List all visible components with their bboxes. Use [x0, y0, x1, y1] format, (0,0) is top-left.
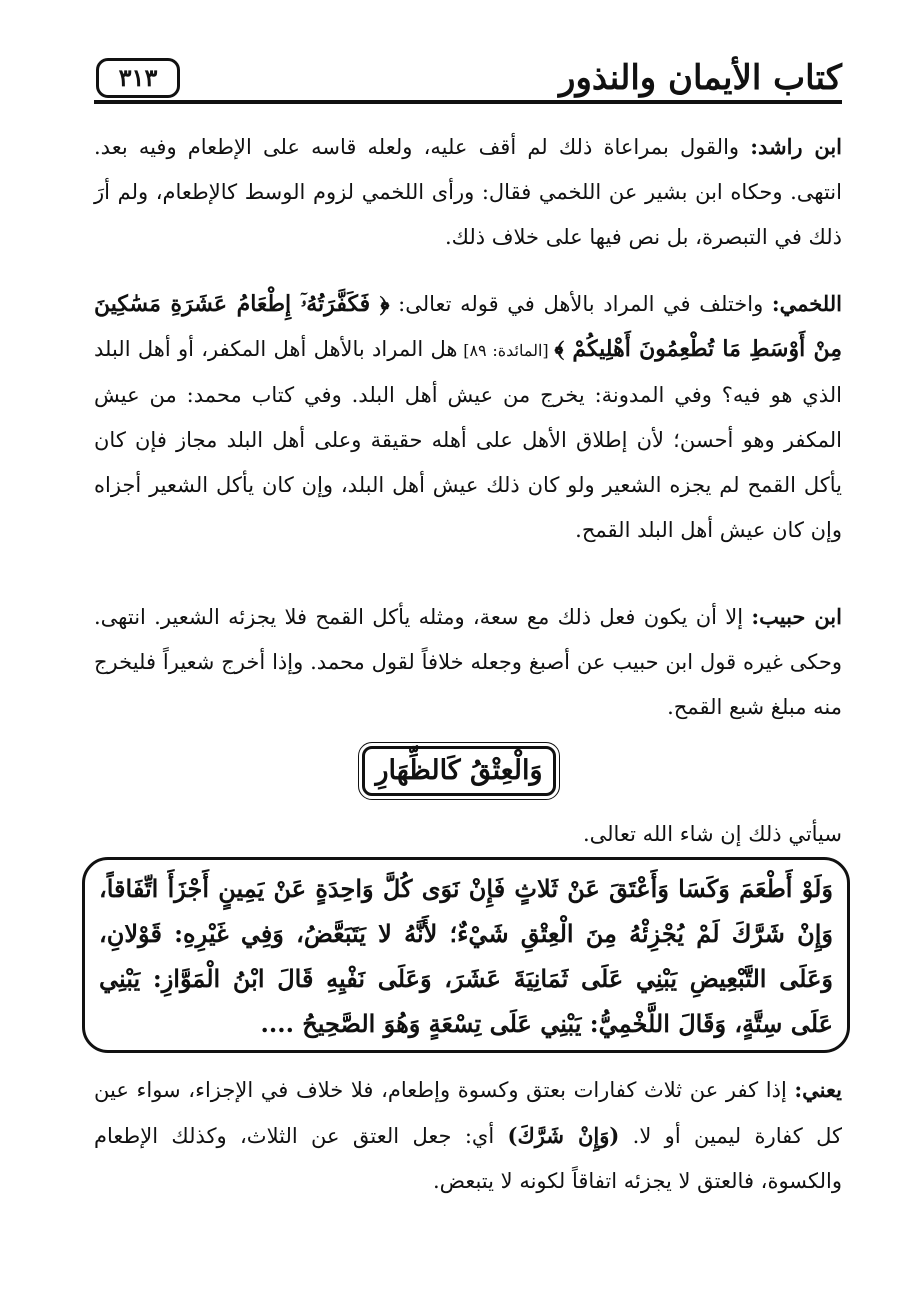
- paragraph-text: أي: جعل العتق عن الثلاث، وكذلك الإطعام والكسوة، فالعتق لا يجزئه اتفاقاً لكونه لا يتبعض.: [94, 1124, 842, 1193]
- speaker-label: ابن راشد:: [750, 134, 843, 159]
- quran-verse: ﴿ فَكَفَّرَتُهُۥٓ إِطْعَامُ عَشَرَةِ مَسَٰكِينَ مِنْ أَوْسَطِ مَا تُطْعِمُونَ أَهْلِيكُمْ ﴾: [94, 291, 843, 362]
- speaker-label: يعني:: [794, 1077, 842, 1102]
- paragraph-text: واختلف في المراد بالأهل في قوله تعالى:: [389, 292, 772, 316]
- book-title: كتاب الأيمان والنذور: [559, 58, 842, 98]
- speaker-label: اللخمي:: [771, 291, 842, 316]
- paragraph-text: إذا كفر عن ثلاث كفارات بعتق وكسوة وإطعام، فلا خلاف في الإجزاء، سواء عين كل كفارة ليمين أو لا.: [94, 1078, 842, 1148]
- paragraph-text: إلا أن يكون فعل ذلك مع سعة، ومثله يأكل القمح فلا يجزئه الشعير. انتهى. وحكى غيره قول ابن حبيب عن أصبغ وجعله خلافاً لقول محمد. وإذا أخرج شعيراً فليخرج منه مبلغ شبع القمح.: [94, 605, 842, 719]
- page-number-badge: ٣١٣: [96, 58, 180, 98]
- verse-reference: [المائدة: ٨٩]: [457, 341, 555, 360]
- paragraph-lakhmi: [94, 281, 842, 553]
- matn-text-box: [82, 857, 850, 1053]
- page-header: [94, 56, 842, 104]
- matn-text: وَلَوْ أَطْعَمَ وَكَسَا وَأَعْتَقَ عَنْ ثَلاثٍ فَإِنْ نَوَى كُلَّ وَاحِدَةٍ عَنْ يَمِينٍ أَجْزَأَ اتِّفَاقاً، وَإِنْ شَرَّكَ لَمْ يُجْزِئْهُ مِنَ الْعِتْقِ شَيْءٌ؛ لأَنَّهُ لا يَتَبَعَّضُ، وَفِي غَيْرِهِ: قَوْلانِ، وَعَلَى التَّبْعِيضِ يَبْنِي عَلَى ثَمَانِيَةَ عَشَرَ، وَعَلَى نَفْيِهِ قَالَ ابْنُ الْمَوَّازِ: يَبْنِي عَلَى سِتَّةٍ، وَقَالَ اللَّخْمِيُّ: يَبْنِي عَلَى تِسْعَةٍ وَهُوَ الصَّحِيحُ ....: [99, 874, 833, 1038]
- paragraph-ibn-rashid: [94, 124, 842, 260]
- quoted-phrase: (وَإِنْ شَرَّكَ): [507, 1123, 620, 1148]
- paragraph-ibn-habib: [94, 594, 842, 730]
- paragraph-text: والقول بمراعاة ذلك لم أقف عليه، ولعله قاسه على الإطعام وفيه بعد. انتهى. وحكاه ابن بشير عن اللخمي فقال: ورأى اللخمي لزوم الوسط كالإطعام، ولم أرَ ذلك في التبصرة، بل نص فيها على خلاف ذلك.: [94, 135, 842, 249]
- paragraph-text: هل المراد بالأهل أهل المكفر، أو أهل البلد الذي هو فيه؟ وفي المدونة: يخرج من عيش أهل البلد. وفي كتاب محمد: من عيش المكفر وهو أحسن؛ لأن إطلاق الأهل على أهله حقيقة وعلى أهل البلد مجاز فإن كان يأكل القمح لم يجزه الشعير ولو كان ذلك عيش أهل البلد، وإن كان يأكل الشعير أجزاه وإن كان عيش أهل البلد القمح.: [94, 337, 842, 542]
- speaker-label: ابن حبيب:: [751, 604, 842, 629]
- section-heading: وَالْعِتْقُ كَالظِّهَارِ: [362, 746, 556, 796]
- paragraph-commentary: [94, 1067, 842, 1204]
- paragraph-note: سيأتي ذلك إن شاء الله تعالى.: [582, 822, 842, 846]
